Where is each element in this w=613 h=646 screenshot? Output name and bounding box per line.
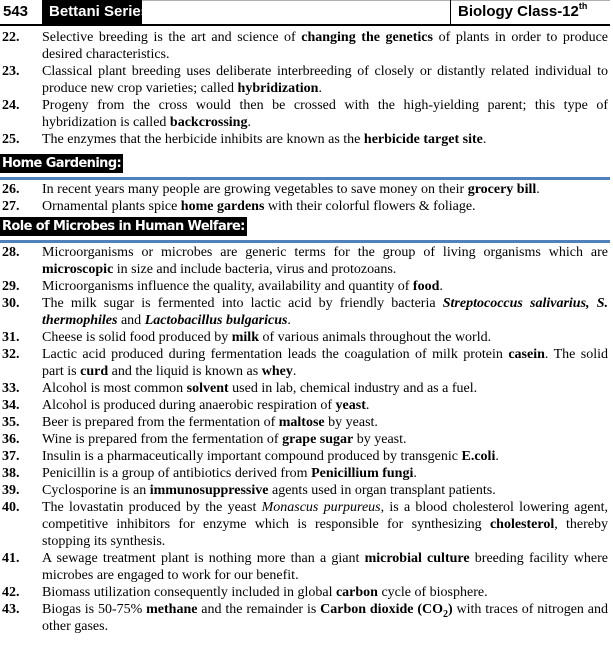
item-number: 36. bbox=[2, 432, 20, 447]
item-text: Alcohol is most common solvent used in lab, chemical industry and as a fuel. bbox=[42, 381, 478, 396]
item-number: 33. bbox=[2, 381, 20, 396]
page-header bbox=[0, 0, 610, 26]
item-text: Wine is prepared from the fermentation of grape sugar by yeast. bbox=[42, 432, 407, 447]
item-text: Ornamental plants spice home gardens with their colorful flowers & foliage. bbox=[42, 199, 476, 214]
emphasis-term: hybridization bbox=[237, 81, 319, 96]
emphasis-term: microscopic bbox=[42, 262, 114, 277]
item-text: Biogas is 50-75% methane and the remainder is Carbon dioxide $(CO_2)$ with traces of nitrogen and other gases. bbox=[42, 602, 609, 634]
list-item bbox=[0, 499, 610, 550]
emphasis-term: methane bbox=[146, 602, 198, 617]
item-number: 24. bbox=[2, 98, 20, 113]
item-text: Progeny from the cross would then be crossed with the high-yielding parent; this type of hybridization is called backcrossing. bbox=[42, 98, 608, 130]
item-number: 32. bbox=[2, 347, 20, 362]
item-text: Cheese is solid food produced by milk of various animals throughout the world. bbox=[42, 330, 492, 345]
item-number: 35. bbox=[2, 415, 20, 430]
list-item bbox=[0, 181, 610, 198]
item-number: 37. bbox=[2, 449, 20, 464]
item-number: 23. bbox=[2, 64, 20, 79]
list-item bbox=[0, 584, 610, 601]
page-number: 543 bbox=[3, 3, 29, 20]
emphasis-term: home gardens bbox=[180, 199, 265, 214]
emphasis-term: yeast bbox=[335, 398, 366, 413]
subject-superscript: th bbox=[578, 1, 588, 11]
list-item bbox=[0, 346, 610, 380]
item-text: Microorganisms influence the quality, availability and quantity of food. bbox=[42, 279, 443, 294]
item-number: 28. bbox=[2, 245, 20, 260]
emphasis-term: changing the genetics bbox=[301, 30, 433, 45]
list-item bbox=[0, 198, 610, 215]
emphasis-term: E.coli bbox=[461, 449, 496, 464]
emphasis-term: Streptococcus salivarius, S. thermophiles bbox=[42, 296, 608, 328]
list-item bbox=[0, 29, 610, 63]
emphasis-term: Lactobacillus bulgaricus bbox=[144, 313, 288, 328]
item-number: 26. bbox=[2, 182, 20, 197]
emphasis-term: milk bbox=[231, 330, 259, 345]
section-rule bbox=[0, 177, 610, 180]
list-item bbox=[0, 278, 610, 295]
item-text: Cyclosporine is an immunosuppressive agents used in organ transplant patients. bbox=[42, 483, 496, 498]
emphasis-term: 2 bbox=[442, 608, 448, 620]
list-item bbox=[0, 465, 610, 482]
section-rule bbox=[0, 240, 610, 243]
list-item bbox=[0, 63, 610, 97]
item-text: In recent years many people are growing vegetables to save money on their grocery bill. bbox=[42, 182, 540, 197]
item-number: 42. bbox=[2, 585, 20, 600]
item-text: Insulin is a pharmaceutically important compound produced by transgenic E.coli. bbox=[42, 449, 499, 464]
emphasis-term: microbial culture bbox=[364, 551, 470, 566]
item-list-breeding bbox=[0, 29, 610, 148]
list-item bbox=[0, 244, 610, 278]
item-number: 31. bbox=[2, 330, 20, 345]
list-item bbox=[0, 97, 610, 131]
item-number: 30. bbox=[2, 296, 20, 311]
item-text: Beer is prepared from the fermentation of maltose by yeast. bbox=[42, 415, 378, 430]
item-text: Classical plant breeding uses deliberate interbreeding of closely or distantly related individual to produce new crop varieties; called hybridization. bbox=[42, 64, 608, 96]
subject-label: Biology Class-12 bbox=[458, 3, 579, 20]
item-list-home-gardening bbox=[0, 181, 610, 215]
item-number: 43. bbox=[2, 602, 20, 617]
item-number: 29. bbox=[2, 279, 20, 294]
list-item bbox=[0, 329, 610, 346]
item-text: Lactic acid produced during fermentation leads the coagulation of milk protein casein. The solid part is curd and the liquid is known as whey. bbox=[42, 347, 609, 379]
emphasis-term: Penicillium fungi bbox=[311, 466, 414, 481]
item-number: 25. bbox=[2, 132, 20, 147]
item-number: 38. bbox=[2, 466, 20, 481]
item-text: The lovastatin produced by the yeast Monascus purpureus, is a blood cholesterol lowering agent, competitive inhibitors for enzyme which is responsible for synthesizing cholesterol, thereby stopping its synthesis. bbox=[42, 500, 608, 549]
emphasis-term: food bbox=[412, 279, 440, 294]
item-number: 27. bbox=[2, 199, 20, 214]
item-text: Microorganisms or microbes are generic terms for the group of living organisms which are microscopic in size and include bacteria, virus and protozoans. bbox=[42, 245, 608, 277]
item-number: 40. bbox=[2, 500, 20, 515]
emphasis-term: herbicide target site bbox=[363, 132, 483, 147]
section-heading-home-gardening: Home Gardening: bbox=[2, 156, 122, 171]
item-text: Alcohol is produced during anaerobic respiration of yeast. bbox=[42, 398, 370, 413]
emphasis-term: cholesterol bbox=[489, 517, 555, 532]
list-item bbox=[0, 448, 610, 465]
emphasis-term: maltose bbox=[278, 415, 325, 430]
subject-title bbox=[450, 0, 610, 24]
item-number: 22. bbox=[2, 30, 20, 45]
emphasis-term: whey bbox=[261, 364, 293, 379]
section-heading-microbes: Role of Microbes in Human Welfare: bbox=[2, 219, 245, 234]
item-text: Biomass utilization consequently included in global carbon cycle of biosphere. bbox=[42, 585, 488, 600]
emphasis-term: solvent bbox=[186, 381, 229, 396]
series-title: Bettani Series bbox=[42, 0, 142, 24]
list-item bbox=[0, 482, 610, 499]
emphasis-term: immunosuppressive bbox=[149, 483, 269, 498]
list-item bbox=[0, 397, 610, 414]
list-item bbox=[0, 380, 610, 397]
list-item bbox=[0, 431, 610, 448]
item-text: A sewage treatment plant is nothing more than a giant microbial culture breeding facility where microbes are engaged to work for our benefit. bbox=[42, 551, 608, 583]
list-item bbox=[0, 550, 610, 584]
item-number: 34. bbox=[2, 398, 20, 413]
emphasis-term: casein bbox=[508, 347, 545, 362]
item-text: Penicillin is a group of antibiotics derived from Penicillium fungi. bbox=[42, 466, 417, 481]
emphasis-term: backcrossing bbox=[169, 115, 248, 130]
item-number: 39. bbox=[2, 483, 20, 498]
list-item bbox=[0, 414, 610, 431]
emphasis-term: Carbon dioxide (CO bbox=[320, 602, 443, 617]
item-list-microbes bbox=[0, 244, 610, 635]
list-item bbox=[0, 295, 610, 329]
list-item bbox=[0, 131, 610, 148]
emphasis-term: grocery bill bbox=[467, 182, 537, 197]
emphasis-term: grape sugar bbox=[282, 432, 354, 447]
emphasis-term: ) bbox=[447, 602, 453, 617]
emphasis-term: Monascus purpureus bbox=[261, 500, 381, 515]
emphasis-term: carbon bbox=[335, 585, 378, 600]
list-item bbox=[0, 601, 610, 635]
item-text: Selective breeding is the art and science of changing the genetics of plants in order to produce desired characteristics. bbox=[42, 30, 608, 62]
emphasis-term: curd bbox=[80, 364, 109, 379]
item-number: 41. bbox=[2, 551, 20, 566]
item-text: The milk sugar is fermented into lactic acid by friendly bacteria Streptococcus salivarius, S. thermophiles and Lactobacillus bulgaricus. bbox=[42, 296, 608, 328]
item-text: The enzymes that the herbicide inhibits are known as the herbicide target site. bbox=[42, 132, 487, 147]
